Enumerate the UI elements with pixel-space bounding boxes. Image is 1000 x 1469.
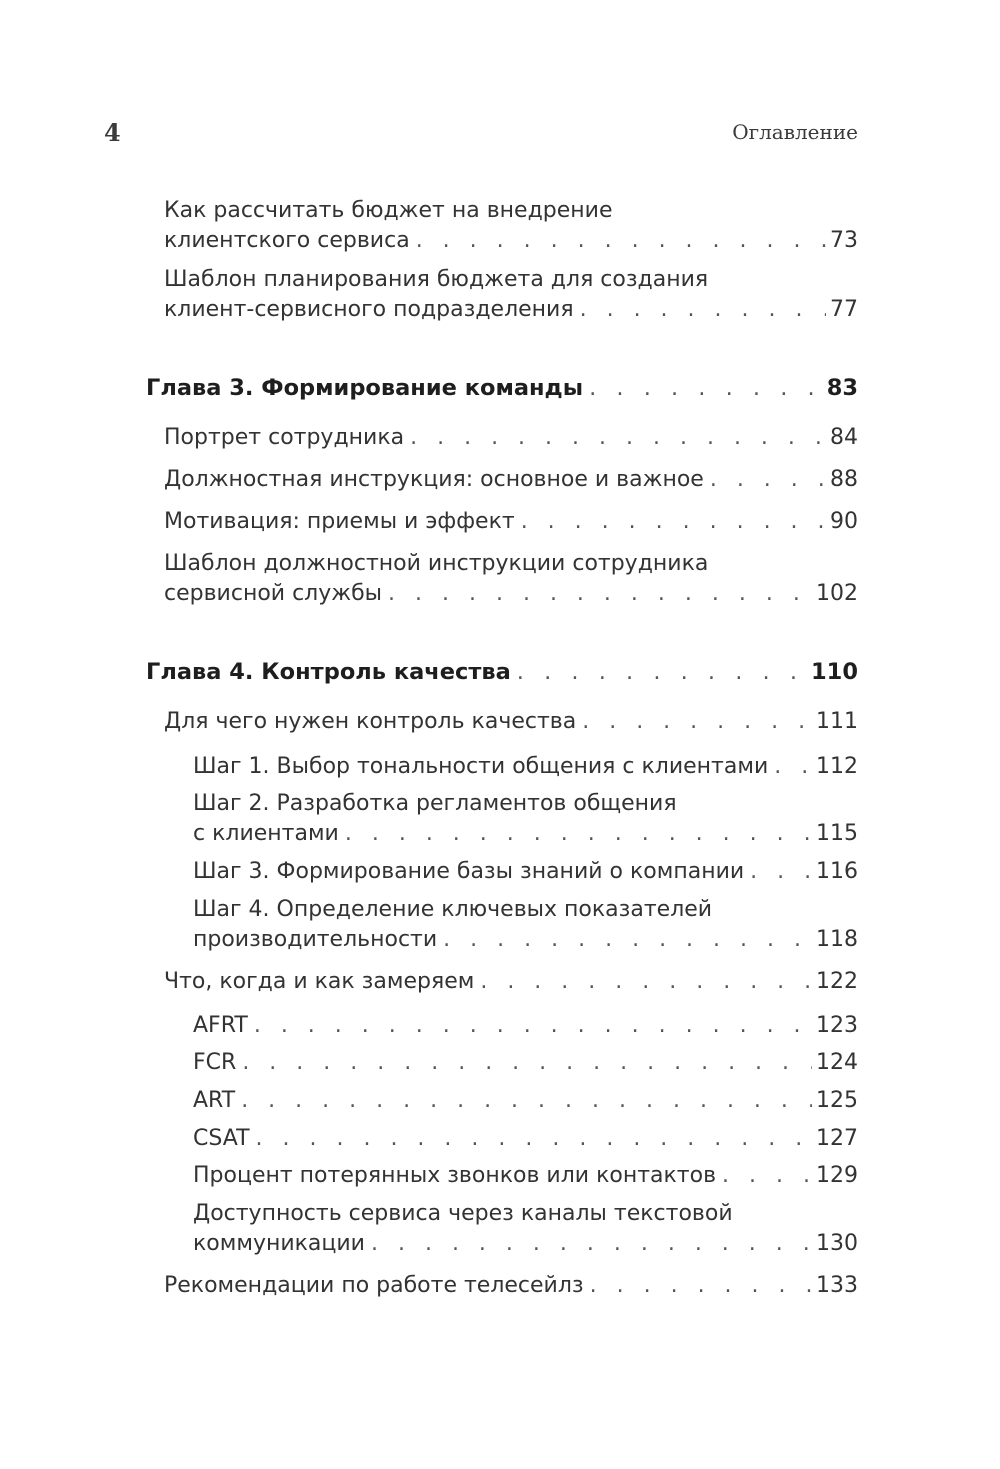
toc-subentry[interactable] (193, 1048, 858, 1078)
toc-entry-title-line1: Доступность сервиса через каналы текстовой (193, 1201, 733, 1226)
toc-entry[interactable] (164, 549, 858, 609)
toc-entry[interactable] (164, 967, 858, 997)
toc-entry-title-line1: Шаг 2. Разработка регламентов общения (193, 791, 677, 816)
toc-entry-title: ART (193, 1088, 236, 1113)
toc-subentry[interactable] (193, 1124, 858, 1154)
toc-subentry[interactable] (193, 1199, 858, 1259)
toc-entry-title: Шаг 1. Выбор тональности общения с клиентами (193, 754, 769, 779)
toc-entry[interactable] (164, 507, 858, 537)
dot-leader (242, 1048, 812, 1078)
dot-leader (722, 1161, 812, 1191)
toc-entry-page: 122 (816, 969, 858, 994)
toc-entry-page: 133 (816, 1273, 858, 1298)
toc-entry-title: производительности (193, 927, 438, 952)
dot-leader (517, 657, 807, 687)
toc-entry-page: 84 (830, 425, 858, 450)
toc-entry[interactable] (164, 265, 858, 325)
toc-subentry[interactable] (193, 1011, 858, 1041)
dot-leader (710, 465, 826, 495)
toc-entry-page: 110 (811, 659, 858, 685)
dot-leader (750, 857, 812, 887)
toc-entry-page: 129 (816, 1163, 858, 1188)
toc-entry[interactable] (164, 423, 858, 453)
dot-leader (521, 507, 826, 537)
page-number: 4 (104, 118, 121, 147)
toc-subentry[interactable] (193, 857, 858, 887)
toc-entry[interactable] (164, 1271, 858, 1301)
dot-leader (371, 1229, 812, 1259)
toc-entry-page: 127 (816, 1126, 858, 1151)
dot-leader (254, 1011, 812, 1041)
toc-entry-title: с клиентами (193, 821, 339, 846)
toc-entry[interactable] (164, 465, 858, 495)
dot-leader (582, 707, 812, 737)
toc-entry-page: 73 (830, 228, 858, 253)
toc-entry-title: клиент-сервисного подразделения (164, 297, 574, 322)
toc-entry-title: CSAT (193, 1126, 250, 1151)
toc-entry-page: 130 (816, 1231, 858, 1256)
toc-entry-title: Рекомендации по работе телесейлз (164, 1273, 584, 1298)
dot-leader (774, 752, 812, 782)
toc-chapter-entry[interactable] (146, 373, 858, 403)
toc-entry-title: сервисной службы (164, 581, 383, 606)
toc-entry-page: 90 (830, 509, 858, 534)
toc-entry[interactable] (164, 707, 858, 737)
toc-entry-title: Процент потерянных звонков или контактов (193, 1163, 717, 1188)
toc-entry-page: 77 (830, 297, 858, 322)
toc-entry[interactable] (164, 196, 858, 256)
toc-entry-title: клиентского сервиса (164, 228, 410, 253)
dot-leader (589, 373, 823, 403)
toc-entry-page: 112 (816, 754, 858, 779)
dot-leader (256, 1124, 812, 1154)
toc-entry-title: AFRT (193, 1013, 248, 1038)
dot-leader (480, 967, 812, 997)
dot-leader (443, 925, 812, 955)
toc-entry-page: 124 (816, 1050, 858, 1075)
toc-entry-title-line1: Шаг 4. Определение ключевых показателей (193, 897, 713, 922)
toc-entry-title: Для чего нужен контроль качества (164, 709, 577, 734)
toc-entry-title: Шаг 3. Формирование базы знаний о компании (193, 859, 745, 884)
toc-entry-page: 111 (816, 709, 858, 734)
dot-leader (345, 819, 812, 849)
toc-chapter-title: Глава 4. Контроль качества (146, 659, 511, 685)
toc-subentry[interactable] (193, 789, 858, 849)
toc-chapter-entry[interactable] (146, 657, 858, 687)
toc-chapter-title: Глава 3. Формирование команды (146, 375, 584, 401)
toc-entry-title-line1: Шаблон должностной инструкции сотрудника (164, 551, 709, 576)
dot-leader (241, 1086, 812, 1116)
dot-leader (580, 295, 826, 325)
toc-subentry[interactable] (193, 1161, 858, 1191)
toc-entry-title: Портрет сотрудника (164, 425, 405, 450)
toc-entry-page: 88 (830, 467, 858, 492)
dot-leader (416, 226, 826, 256)
dot-leader (410, 423, 826, 453)
dot-leader (388, 579, 812, 609)
toc-entry-title: Что, когда и как замеряем (164, 969, 475, 994)
toc-entry-page: 118 (816, 927, 858, 952)
toc-entry-title: Мотивация: приемы и эффект (164, 509, 515, 534)
toc-entry-page: 125 (816, 1088, 858, 1113)
toc-entry-page: 123 (816, 1013, 858, 1038)
running-head: Оглавление (732, 120, 858, 144)
toc-entry-page: 83 (826, 375, 858, 401)
toc-entry-title: Должностная инструкция: основное и важное (164, 467, 704, 492)
toc-entry-title-line1: Как рассчитать бюджет на внедрение (164, 198, 613, 223)
toc-entry-page: 102 (816, 581, 858, 606)
toc-entry-title-line1: Шаблон планирования бюджета для создания (164, 267, 709, 292)
toc-entry-page: 116 (816, 859, 858, 884)
toc-entry-title: коммуникации (193, 1231, 365, 1256)
toc-subentry[interactable] (193, 752, 858, 782)
toc-entry-page: 115 (816, 821, 858, 846)
toc-subentry[interactable] (193, 895, 858, 955)
toc-entry-title: FCR (193, 1050, 237, 1075)
toc-subentry[interactable] (193, 1086, 858, 1116)
dot-leader (590, 1271, 812, 1301)
